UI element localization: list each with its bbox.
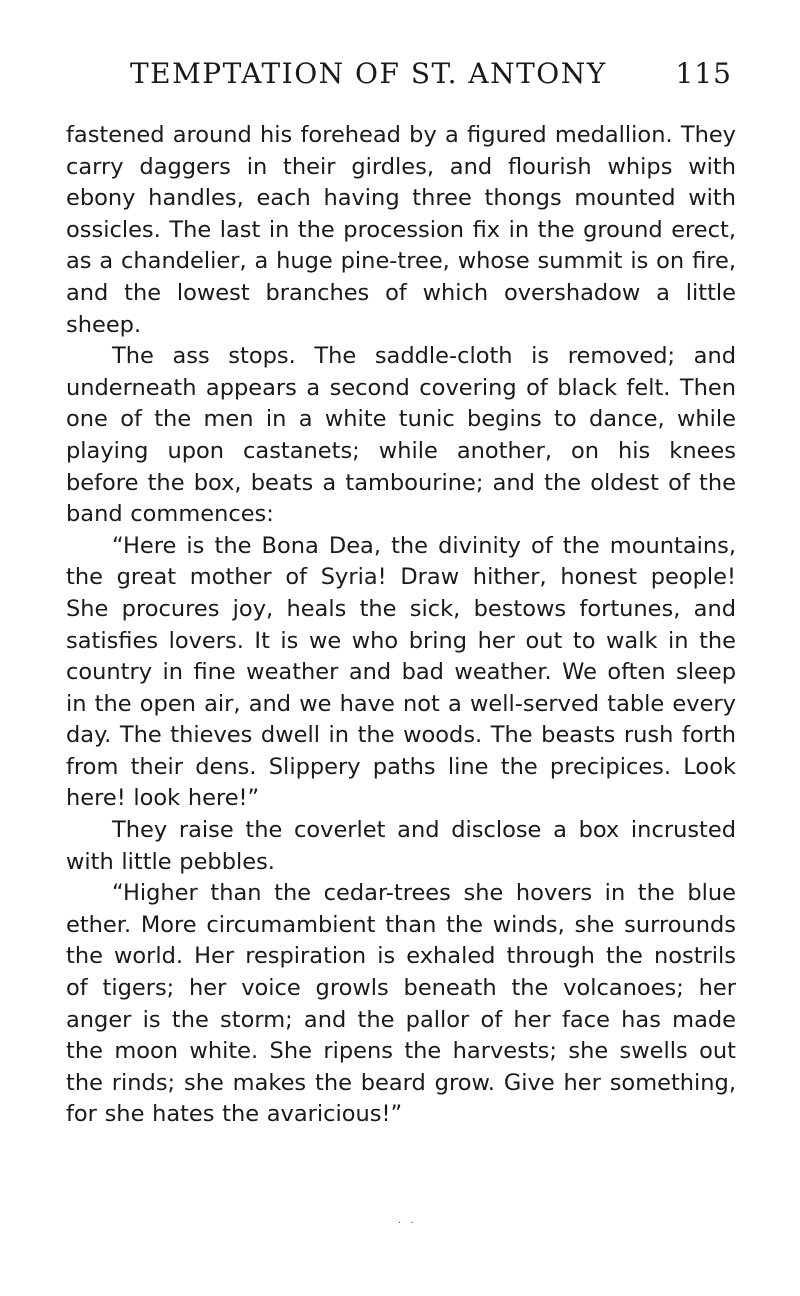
paragraph: The ass stops. The saddle-cloth is removed; and underneath appears a second covering of black felt. Then one of the men in a white tunic begins to dance, while playing upon castanets; while another, on his knees before the box, beats a tambourine; and the oldest of the band commences:	[66, 343, 736, 528]
printer-mark: · ·	[398, 1218, 417, 1229]
page-number: 115	[675, 57, 732, 90]
paragraph: “Higher than the cedar-trees she hovers in the blue ether. More circumambient than the winds, she surrounds the world. Her respiration is exhaled through the nostrils of tigers; her voice growls beneath the volcanoes; her anger is the storm; and the pallor of her face has made the moon white. She ripens the harvests; she swells out the rinds; she makes the beard grow. Give her something, for she hates the avaricious!”	[66, 880, 736, 1128]
paragraph: “Here is the Bona Dea, the divinity of the mountains, the great mother of Syria! Draw hither, honest people! She procures joy, heals the sick, bestows fortunes, and satisfies lovers. It is we who bring her out to walk in the country in fine weather and bad weather. We often sleep in the open air, and we have not a well-served table every day. The thieves dwell in the woods. The beasts rush forth from their dens. Slippery paths line the precipices. Look here! look here!”	[66, 532, 736, 812]
paragraph: They raise the coverlet and disclose a box incrusted with little pebbles.	[66, 817, 736, 875]
body-text	[66, 120, 736, 1131]
paragraph: fastened around his forehead by a figured medallion. They carry daggers in their girdles, and flourish whips with ebony handles, each having three thongs mounted with ossicles. The last in the procession fix in the ground erect, as a chandelier, a huge pine-tree, whose summit is on fire, and the lowest branches of which overshadow a little sheep.	[66, 122, 736, 338]
running-title: TEMPTATION OF ST. ANTONY	[130, 57, 607, 90]
page-header	[66, 56, 736, 96]
